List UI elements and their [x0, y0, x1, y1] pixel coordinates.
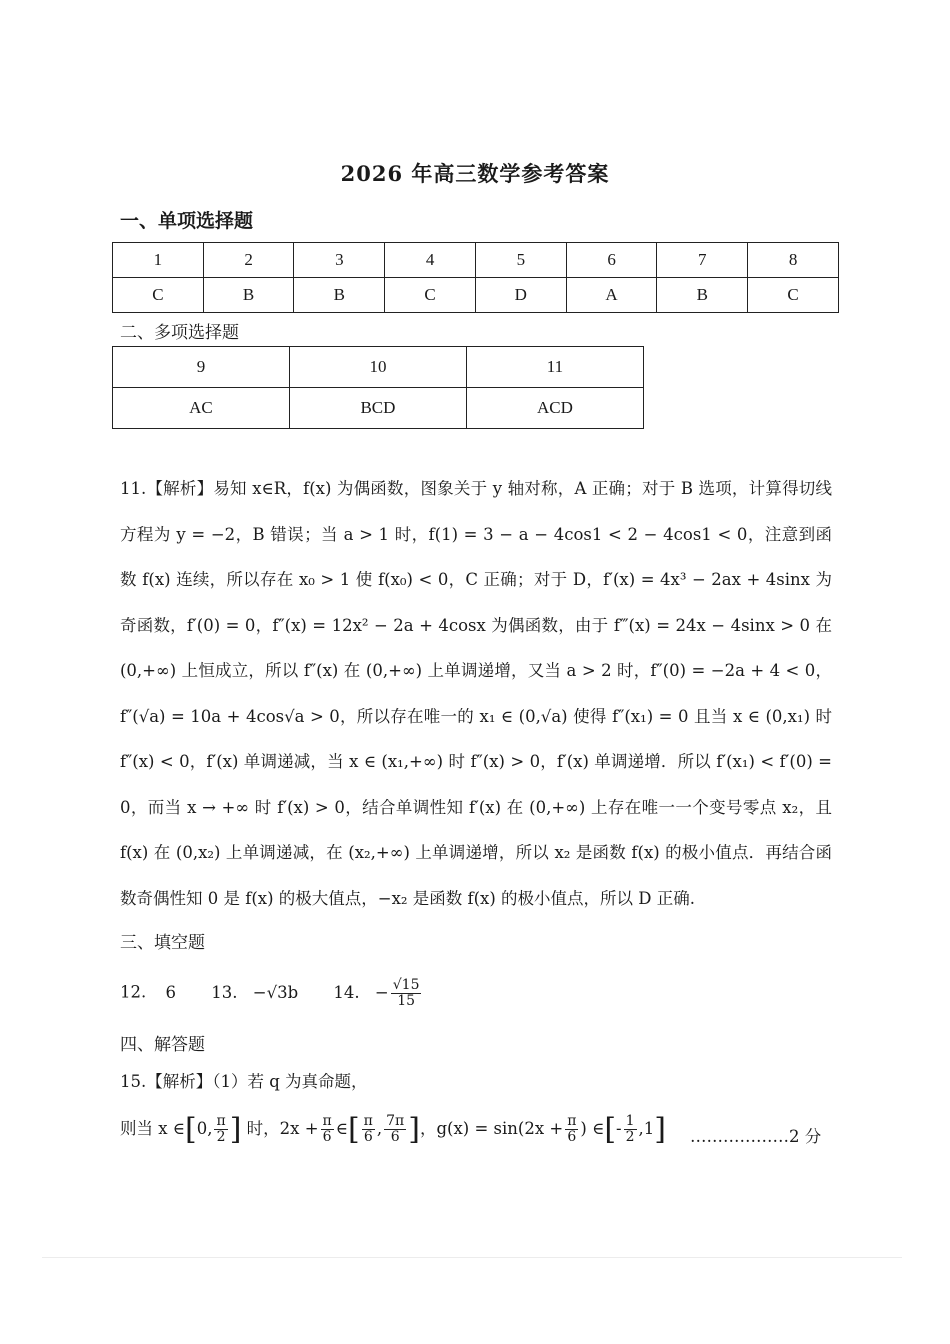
question-number-cell: 6	[566, 243, 657, 278]
bracket-left: [	[604, 1112, 617, 1147]
answer-cell: C	[113, 278, 204, 313]
page-edge	[42, 1257, 902, 1258]
bracket-right: ]	[408, 1112, 420, 1147]
fill-blank-answers	[120, 978, 423, 1008]
question-number-cell: 8	[748, 243, 839, 278]
multi-choice-answer-table	[112, 346, 644, 429]
answer-cell: AC	[113, 388, 290, 429]
answer-13-label: 13.	[211, 982, 238, 1002]
answer-cell: A	[566, 278, 657, 313]
section-heading-single-choice: 一、单项选择题	[120, 210, 254, 232]
answer-cell: B	[657, 278, 748, 313]
question-number-cell: 10	[289, 347, 466, 388]
answer-14-label: 14.	[333, 982, 360, 1002]
fraction-numerator: √15	[392, 977, 420, 993]
answer-cell: B	[294, 278, 385, 313]
answer-12-label: 12.	[120, 982, 147, 1002]
q15-text: ∈	[335, 1119, 348, 1138]
single-choice-answer-table	[112, 242, 839, 313]
answer-cell: C	[748, 278, 839, 313]
fraction-pi-over-6: $\frac{\pi}{6}$	[322, 1113, 332, 1145]
table-row	[113, 388, 644, 429]
question-11-solution: 11.【解析】易知 x∈R，f(x) 为偶函数，图象关于 y 轴对称，A 正确；对于 B 选项，计算得切线方程为 y = −2，B 错误；当 a > 1 时，f(1) = 3 − a − 4cos1 < 2 − 4cos1 < 0，注意到函数 f(x) 连续，所以存在 x₀ > 1 使 f(x₀) < 0，C 正确；对于 D，f′(x) = 4x³ − 2ax + 4sinx 为奇函数，f′(0) = 0，f″(x) = 12x² − 2a + 4cosx 为偶函数，由于 f‴(x) = 24x − 4sinx > 0 在 (0,+∞) 上恒成立，所以 f″(x) 在 (0,+∞) 上单调递增，又当 a > 2 时，f″(0) = −2a + 4 < 0，f″(√a) = 10a + 4cos√a > 0，所以存在唯一的 x₁ ∈ (0,√a) 使得 f″(x₁) = 0 且当 x ∈ (0,x₁) 时 f″(x) < 0，f′(x) 单调递减，当 x ∈ (x₁,+∞) 时 f″(x) > 0，f′(x) 单调递增．所以 f′(x₁) < f′(0) = 0，而当 x → +∞ 时 f′(x) > 0，结合单调性知 f′(x) 在 (0,+∞) 上存在唯一一个变号零点 x₂，且 f(x) 在 (0,x₂) 上单调递减，在 (x₂,+∞) 上单调递增，所以 x₂ 是函数 f(x) 的极小值点．再结合函数奇偶性知 0 是 f(x) 的极大值点，−x₂ 是函数 f(x) 的极小值点，所以 D 正确.	[120, 479, 832, 908]
q15-text: ,1	[638, 1119, 655, 1138]
answer-13-value: −√3b	[252, 982, 299, 1002]
bracket-right: ]	[654, 1112, 666, 1147]
bracket-right: ]	[229, 1112, 242, 1147]
minus-sign: -	[616, 1119, 622, 1138]
fraction-1-over-2: $\frac{1}{2}$	[625, 1113, 635, 1145]
fraction-pi-over-6: $\frac{\pi}{6}$	[567, 1113, 577, 1145]
question-number-cell: 5	[475, 243, 566, 278]
question-number-cell: 9	[113, 347, 290, 388]
page-title: 2026 年高三数学参考答案	[340, 161, 610, 186]
answer-12-value: 6	[165, 982, 176, 1002]
question-number-cell: 7	[657, 243, 748, 278]
fraction-denominator: 15	[397, 992, 416, 1009]
q15-text: ) ∈	[580, 1119, 605, 1138]
question-number-cell: 11	[466, 347, 643, 388]
q15-text: 0,	[196, 1119, 213, 1138]
bracket-left: [	[185, 1112, 197, 1147]
question-15-intro: 15.【解析】（1）若 q 为真命题，	[120, 1072, 368, 1091]
answer-cell: ACD	[466, 388, 643, 429]
question-number-cell: 2	[203, 243, 294, 278]
section-heading-solutions: 四、解答题	[120, 1035, 205, 1055]
table-row	[113, 278, 839, 313]
fraction-pi-over-6: $\frac{\pi}{6}$	[363, 1113, 373, 1145]
answer-cell: B	[203, 278, 294, 313]
question-number-cell: 1	[113, 243, 204, 278]
question-number-cell: 4	[385, 243, 476, 278]
table-row	[113, 347, 644, 388]
answer-14-fraction	[391, 978, 422, 1008]
fraction-7pi-over-6: $\frac{7\pi}{6}$	[386, 1113, 405, 1145]
answer-cell: C	[385, 278, 476, 313]
q15-text: 则当 x ∈	[120, 1119, 186, 1138]
q15-text: ，g(x) = sin(2x +	[419, 1119, 564, 1138]
answer-cell: BCD	[289, 388, 466, 429]
question-15-line: 则当 x ∈[0, $\frac{\pi}{2}$ ] 时，2x + $\frac{\pi}{6}$ ∈[ $\frac{\pi}{6}$ , $\frac{7\pi}{6}$ ]，g(x) = sin(2x + $\frac{\pi}{6}$ ) ∈[- $\frac{1}{2}$ ,1]	[120, 1112, 666, 1147]
section-heading-multi-choice: 二、多项选择题	[120, 323, 239, 343]
score-note: ………………2 分	[690, 1127, 822, 1146]
answer-14-sign: −	[374, 982, 389, 1002]
fraction-pi-over-2: $\frac{\pi}{2}$	[216, 1113, 226, 1145]
section-heading-fill-blank: 三、填空题	[120, 933, 205, 953]
question-number-cell: 3	[294, 243, 385, 278]
q15-text: 时，2x +	[246, 1119, 319, 1138]
table-row	[113, 243, 839, 278]
answer-cell: D	[475, 278, 566, 313]
bracket-left: [	[347, 1112, 360, 1147]
